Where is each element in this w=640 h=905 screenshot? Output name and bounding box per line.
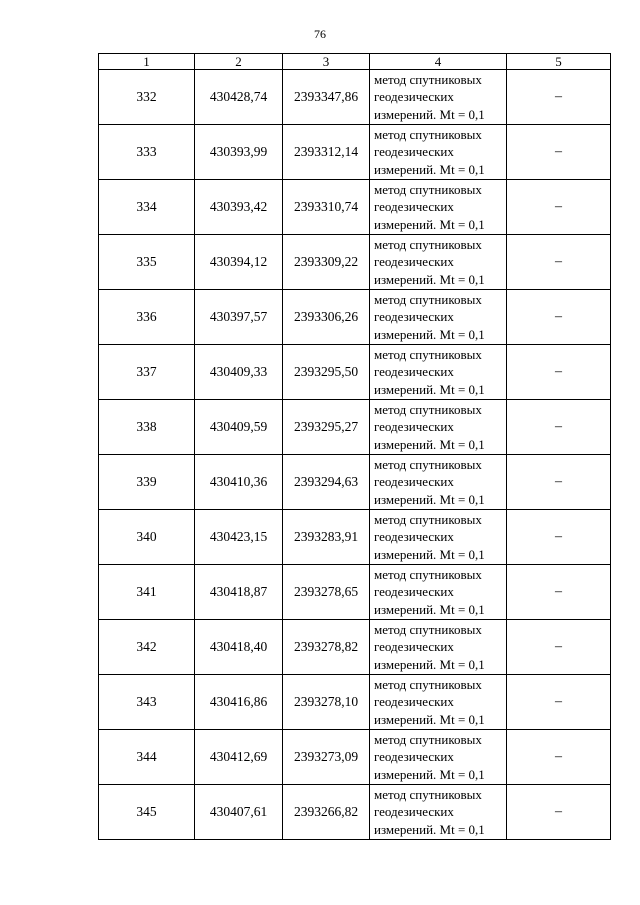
- method-line: метод спутниковых: [374, 512, 482, 527]
- method-line: метод спутниковых: [374, 292, 482, 307]
- table-row: [99, 730, 611, 785]
- x-coordinate-cell: 430409,59: [195, 400, 283, 455]
- method-line: измерений. Mt = 0,1: [374, 106, 485, 122]
- method-line: измерений. Mt = 0,1: [374, 601, 485, 617]
- method-line: измерений. Mt = 0,1: [374, 381, 485, 397]
- method-line: измерений. Mt = 0,1: [374, 766, 485, 782]
- y-coordinate-cell: 2393294,63: [283, 455, 370, 510]
- x-coordinate-cell: 430409,33: [195, 345, 283, 400]
- method-line: геодезических: [374, 639, 454, 655]
- method-line: геодезических: [374, 364, 454, 380]
- point-number-cell: 334: [99, 180, 195, 235]
- y-coordinate-cell: 2393306,26: [283, 290, 370, 345]
- method-line: геодезических: [374, 199, 454, 215]
- y-coordinate-cell: 2393310,74: [283, 180, 370, 235]
- column-header-2: 2: [195, 54, 283, 70]
- method-line: геодезических: [374, 309, 454, 325]
- note-cell: –: [507, 455, 611, 510]
- point-number-cell: 338: [99, 400, 195, 455]
- note-cell: –: [507, 400, 611, 455]
- point-number-cell: 337: [99, 345, 195, 400]
- method-cell: [370, 565, 507, 620]
- method-line: геодезических: [374, 144, 454, 160]
- point-number-cell: 333: [99, 125, 195, 180]
- method-line: геодезических: [374, 474, 454, 490]
- method-line: геодезических: [374, 749, 454, 765]
- coordinates-table: [98, 53, 611, 840]
- method-line: метод спутниковых: [374, 72, 482, 87]
- method-line: геодезических: [374, 694, 454, 710]
- note-cell: –: [507, 125, 611, 180]
- table-row: [99, 620, 611, 675]
- x-coordinate-cell: 430397,57: [195, 290, 283, 345]
- method-line: метод спутниковых: [374, 622, 482, 637]
- column-header-1: 1: [99, 54, 195, 70]
- point-number-cell: 341: [99, 565, 195, 620]
- y-coordinate-cell: 2393312,14: [283, 125, 370, 180]
- note-cell: –: [507, 675, 611, 730]
- method-line: геодезических: [374, 529, 454, 545]
- method-cell: [370, 290, 507, 345]
- method-line: метод спутниковых: [374, 732, 482, 747]
- page-number: 76: [314, 27, 326, 41]
- point-number-cell: 340: [99, 510, 195, 565]
- method-line: измерений. Mt = 0,1: [374, 491, 485, 507]
- table-row: [99, 785, 611, 840]
- note-cell: –: [507, 290, 611, 345]
- method-line: измерений. Mt = 0,1: [374, 546, 485, 562]
- method-cell: [370, 180, 507, 235]
- method-cell: [370, 785, 507, 840]
- method-line: метод спутниковых: [374, 127, 482, 142]
- y-coordinate-cell: 2393295,27: [283, 400, 370, 455]
- method-line: измерений. Mt = 0,1: [374, 711, 485, 727]
- note-cell: –: [507, 235, 611, 290]
- column-header-4: 4: [370, 54, 507, 70]
- method-line: метод спутниковых: [374, 347, 482, 362]
- y-coordinate-cell: 2393283,91: [283, 510, 370, 565]
- method-cell: [370, 70, 507, 125]
- method-cell: [370, 235, 507, 290]
- table-row: [99, 455, 611, 510]
- point-number-cell: 339: [99, 455, 195, 510]
- method-cell: [370, 345, 507, 400]
- method-line: геодезических: [374, 89, 454, 105]
- method-line: измерений. Mt = 0,1: [374, 216, 485, 232]
- x-coordinate-cell: 430393,42: [195, 180, 283, 235]
- method-cell: [370, 620, 507, 675]
- x-coordinate-cell: 430418,87: [195, 565, 283, 620]
- y-coordinate-cell: 2393278,10: [283, 675, 370, 730]
- y-coordinate-cell: 2393309,22: [283, 235, 370, 290]
- method-cell: [370, 400, 507, 455]
- x-coordinate-cell: 430407,61: [195, 785, 283, 840]
- table-row: [99, 565, 611, 620]
- table-row: [99, 290, 611, 345]
- y-coordinate-cell: 2393278,65: [283, 565, 370, 620]
- note-cell: –: [507, 510, 611, 565]
- x-coordinate-cell: 430428,74: [195, 70, 283, 125]
- method-line: геодезических: [374, 804, 454, 820]
- note-cell: –: [507, 620, 611, 675]
- note-cell: –: [507, 345, 611, 400]
- point-number-cell: 336: [99, 290, 195, 345]
- method-line: геодезических: [374, 419, 454, 435]
- point-number-cell: 332: [99, 70, 195, 125]
- note-cell: –: [507, 730, 611, 785]
- method-line: измерений. Mt = 0,1: [374, 821, 485, 837]
- method-line: измерений. Mt = 0,1: [374, 271, 485, 287]
- y-coordinate-cell: 2393278,82: [283, 620, 370, 675]
- point-number-cell: 335: [99, 235, 195, 290]
- note-cell: –: [507, 565, 611, 620]
- method-cell: [370, 510, 507, 565]
- method-line: измерений. Mt = 0,1: [374, 656, 485, 672]
- method-line: измерений. Mt = 0,1: [374, 436, 485, 452]
- y-coordinate-cell: 2393347,86: [283, 70, 370, 125]
- method-cell: [370, 455, 507, 510]
- x-coordinate-cell: 430394,12: [195, 235, 283, 290]
- method-line: метод спутниковых: [374, 787, 482, 802]
- table-row: [99, 235, 611, 290]
- x-coordinate-cell: 430410,36: [195, 455, 283, 510]
- method-line: геодезических: [374, 584, 454, 600]
- method-line: метод спутниковых: [374, 237, 482, 252]
- table-row: [99, 400, 611, 455]
- method-line: метод спутниковых: [374, 457, 482, 472]
- point-number-cell: 344: [99, 730, 195, 785]
- x-coordinate-cell: 430412,69: [195, 730, 283, 785]
- method-line: метод спутниковых: [374, 677, 482, 692]
- note-cell: –: [507, 70, 611, 125]
- y-coordinate-cell: 2393295,50: [283, 345, 370, 400]
- method-line: метод спутниковых: [374, 567, 482, 582]
- table-row: [99, 675, 611, 730]
- table-row: [99, 510, 611, 565]
- x-coordinate-cell: 430418,40: [195, 620, 283, 675]
- table-row: [99, 125, 611, 180]
- point-number-cell: 345: [99, 785, 195, 840]
- point-number-cell: 343: [99, 675, 195, 730]
- note-cell: –: [507, 785, 611, 840]
- x-coordinate-cell: 430423,15: [195, 510, 283, 565]
- method-line: измерений. Mt = 0,1: [374, 161, 485, 177]
- method-line: метод спутниковых: [374, 402, 482, 417]
- table-row: [99, 345, 611, 400]
- method-cell: [370, 675, 507, 730]
- method-cell: [370, 730, 507, 785]
- column-header-5: 5: [507, 54, 611, 70]
- column-header-3: 3: [283, 54, 370, 70]
- point-number-cell: 342: [99, 620, 195, 675]
- method-line: измерений. Mt = 0,1: [374, 326, 485, 342]
- x-coordinate-cell: 430416,86: [195, 675, 283, 730]
- x-coordinate-cell: 430393,99: [195, 125, 283, 180]
- method-line: метод спутниковых: [374, 182, 482, 197]
- y-coordinate-cell: 2393266,82: [283, 785, 370, 840]
- header-row: [99, 54, 611, 70]
- method-line: геодезических: [374, 254, 454, 270]
- y-coordinate-cell: 2393273,09: [283, 730, 370, 785]
- method-cell: [370, 125, 507, 180]
- note-cell: –: [507, 180, 611, 235]
- table-row: [99, 180, 611, 235]
- table-row: [99, 70, 611, 125]
